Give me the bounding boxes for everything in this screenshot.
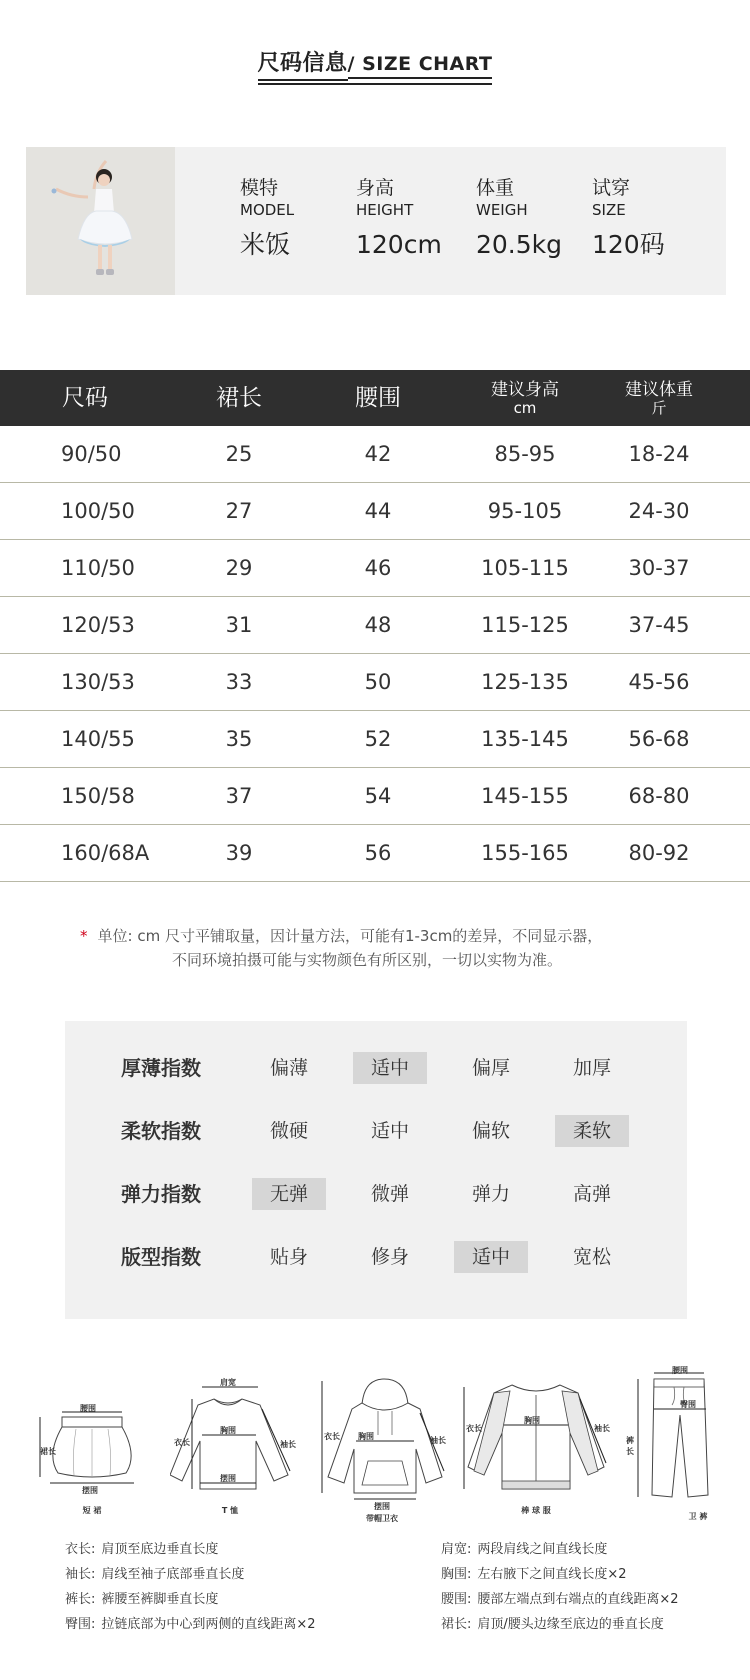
hoodie-length-label: 衣长 bbox=[324, 1432, 340, 1441]
hoodie-caption: 带帽卫衣 bbox=[366, 1514, 398, 1523]
header-weight bbox=[604, 370, 714, 426]
header-skirt-length-label: 裙长 bbox=[216, 385, 262, 411]
definition-item bbox=[65, 1540, 218, 1560]
model-col-weight bbox=[476, 177, 562, 261]
pants-length-label: 裤长 bbox=[626, 1436, 634, 1456]
pants-hip-label: 臀围 bbox=[680, 1400, 696, 1409]
jacket-length-label: 衣长 bbox=[466, 1424, 482, 1433]
header-height-label: 建议身高 bbox=[491, 379, 559, 400]
size-table-header bbox=[0, 370, 750, 426]
skirt-icon bbox=[36, 1365, 148, 1525]
model-col-height bbox=[356, 177, 442, 261]
definition-item bbox=[441, 1590, 679, 1610]
model-label-zh: 模特 bbox=[240, 177, 279, 199]
tshirt-sleeve-label: 袖长 bbox=[280, 1440, 296, 1449]
asterisk-icon: * bbox=[80, 927, 88, 945]
index-row bbox=[65, 1050, 687, 1086]
table-cell: 54 bbox=[364, 784, 392, 808]
table-row bbox=[0, 711, 750, 768]
table-cell: 27 bbox=[225, 499, 253, 523]
definition-desc: 拉链底部为中心到两侧的直线距离×2 bbox=[101, 1617, 316, 1632]
definition-desc: 肩顶至底边垂直长度 bbox=[101, 1542, 219, 1557]
jacket-caption: 棒 球 服 bbox=[521, 1506, 551, 1515]
header-height-unit: cm bbox=[513, 398, 537, 417]
hoodie-sleeve-label: 袖长 bbox=[430, 1436, 446, 1445]
index-row bbox=[65, 1239, 687, 1275]
skirt-length-label: 裙长 bbox=[40, 1447, 56, 1456]
table-cell: 24-30 bbox=[628, 499, 690, 523]
definition-desc: 两段肩线之间直线长度 bbox=[477, 1542, 608, 1557]
index-option: 弹力 bbox=[471, 1183, 510, 1205]
table-cell: 105-115 bbox=[481, 556, 569, 580]
tshirt-hem-label: 摆围 bbox=[220, 1474, 236, 1483]
index-option: 偏软 bbox=[471, 1120, 510, 1142]
index-option: 宽松 bbox=[572, 1246, 611, 1268]
size-label-zh: 试穿 bbox=[592, 177, 631, 199]
fabric-index-panel bbox=[65, 1021, 687, 1319]
table-cell: 130/53 bbox=[61, 670, 135, 694]
definition-item bbox=[65, 1615, 316, 1635]
table-cell: 85-95 bbox=[494, 442, 556, 466]
table-cell: 56 bbox=[364, 841, 392, 865]
definition-desc: 肩顶/腰头边缘至底边的垂直长度 bbox=[477, 1617, 664, 1632]
table-row bbox=[0, 483, 750, 540]
header-waist-label: 腰围 bbox=[355, 385, 401, 411]
index-option: 高弹 bbox=[572, 1183, 611, 1205]
header-weight-label: 建议体重 bbox=[625, 379, 693, 400]
index-option: 适中 bbox=[370, 1120, 409, 1142]
size-table bbox=[0, 370, 750, 882]
definition-item bbox=[441, 1540, 607, 1560]
definition-term: 肩宽: bbox=[441, 1542, 472, 1557]
weight-value: 20.5kg bbox=[476, 230, 563, 259]
index-row bbox=[65, 1176, 687, 1212]
height-value: 120cm bbox=[356, 230, 442, 259]
page-title bbox=[0, 46, 750, 85]
hoodie-hem-label: 摆围 bbox=[374, 1502, 390, 1511]
table-cell: 110/50 bbox=[61, 556, 135, 580]
definition-item bbox=[441, 1565, 627, 1585]
index-option: 修身 bbox=[370, 1246, 409, 1268]
pants-diagram bbox=[624, 1365, 734, 1525]
header-size bbox=[30, 370, 140, 426]
header-skirt-length bbox=[184, 370, 294, 426]
table-cell: 33 bbox=[225, 670, 253, 694]
header-height bbox=[470, 370, 580, 426]
hoodie-diagram bbox=[318, 1365, 453, 1525]
table-cell: 37-45 bbox=[628, 613, 690, 637]
model-photo bbox=[26, 147, 175, 295]
table-row bbox=[0, 597, 750, 654]
definition-term: 裙长: bbox=[441, 1617, 472, 1632]
title-en: / SIZE CHART bbox=[348, 53, 493, 79]
definition-term: 袖长: bbox=[65, 1567, 96, 1582]
pants-icon bbox=[624, 1365, 734, 1525]
table-cell: 115-125 bbox=[481, 613, 569, 637]
index-label: 弹力指数 bbox=[121, 1182, 201, 1206]
table-cell: 25 bbox=[225, 442, 253, 466]
table-cell: 95-105 bbox=[487, 499, 563, 523]
index-option: 微弹 bbox=[370, 1183, 409, 1205]
tshirt-length-label: 衣长 bbox=[174, 1438, 190, 1447]
table-cell: 145-155 bbox=[481, 784, 569, 808]
definition-item bbox=[65, 1590, 218, 1610]
definition-item bbox=[441, 1615, 664, 1635]
table-cell: 125-135 bbox=[481, 670, 569, 694]
definition-term: 衣长: bbox=[65, 1542, 96, 1557]
index-option: 加厚 bbox=[572, 1057, 611, 1079]
height-label-en: HEIGHT bbox=[356, 201, 414, 219]
index-option: 适中 bbox=[353, 1052, 427, 1084]
definition-item bbox=[65, 1565, 244, 1585]
index-option: 适中 bbox=[454, 1241, 528, 1273]
definition-desc: 肩线至袖子底部垂直长度 bbox=[101, 1567, 245, 1582]
table-cell: 150/58 bbox=[61, 784, 135, 808]
table-cell: 155-165 bbox=[481, 841, 569, 865]
definition-term: 腰围: bbox=[441, 1592, 472, 1607]
weight-label-en: WEIGH bbox=[476, 201, 528, 219]
table-cell: 42 bbox=[364, 442, 392, 466]
index-label: 柔软指数 bbox=[121, 1119, 201, 1143]
jacket-icon bbox=[462, 1365, 612, 1525]
skirt-diagram bbox=[36, 1365, 148, 1525]
index-row bbox=[65, 1113, 687, 1149]
definition-term: 胸围: bbox=[441, 1567, 472, 1582]
model-col-model bbox=[240, 177, 294, 261]
definition-term: 臀围: bbox=[65, 1617, 96, 1632]
table-cell: 140/55 bbox=[61, 727, 135, 751]
table-cell: 29 bbox=[225, 556, 253, 580]
table-cell: 30-37 bbox=[628, 556, 690, 580]
table-cell: 135-145 bbox=[481, 727, 569, 751]
table-cell: 56-68 bbox=[628, 727, 690, 751]
tshirt-diagram bbox=[170, 1365, 315, 1525]
title-zh: 尺码信息 bbox=[258, 46, 348, 81]
table-cell: 44 bbox=[364, 499, 392, 523]
table-cell: 18-24 bbox=[628, 442, 690, 466]
model-info-card bbox=[26, 147, 726, 295]
size-table-body bbox=[0, 426, 750, 882]
table-row bbox=[0, 426, 750, 483]
size-value: 120码 bbox=[592, 230, 665, 259]
height-label-zh: 身高 bbox=[356, 177, 395, 199]
table-cell: 35 bbox=[225, 727, 253, 751]
index-option: 偏厚 bbox=[471, 1057, 510, 1079]
table-row bbox=[0, 825, 750, 882]
table-cell: 90/50 bbox=[61, 442, 122, 466]
jacket-sleeve-label: 袖长 bbox=[594, 1424, 610, 1433]
definition-desc: 腰部左端点到右端点的直线距离×2 bbox=[477, 1592, 679, 1607]
table-cell: 45-56 bbox=[628, 670, 690, 694]
skirt-waist-label: 腰围 bbox=[80, 1404, 96, 1413]
note-line-1 bbox=[80, 924, 602, 948]
table-cell: 68-80 bbox=[628, 784, 690, 808]
table-cell: 160/68A bbox=[61, 841, 150, 865]
tshirt-caption: T 恤 bbox=[221, 1506, 239, 1515]
table-cell: 52 bbox=[364, 727, 392, 751]
table-cell: 31 bbox=[225, 613, 253, 637]
definition-desc: 裤腰至裤脚垂直长度 bbox=[101, 1592, 219, 1607]
table-cell: 100/50 bbox=[61, 499, 135, 523]
index-label: 厚薄指数 bbox=[121, 1056, 201, 1080]
index-label: 版型指数 bbox=[121, 1245, 201, 1269]
weight-label-zh: 体重 bbox=[476, 177, 515, 199]
jacket-diagram bbox=[462, 1365, 612, 1525]
table-cell: 48 bbox=[364, 613, 392, 637]
index-option: 贴身 bbox=[269, 1246, 308, 1268]
model-label-en: MODEL bbox=[240, 201, 295, 219]
skirt-hem-label: 摆围 bbox=[82, 1486, 98, 1495]
table-cell: 120/53 bbox=[61, 613, 135, 637]
tshirt-shoulder-label: 肩宽 bbox=[220, 1378, 236, 1387]
index-option: 无弹 bbox=[252, 1178, 326, 1210]
model-col-size bbox=[592, 177, 665, 261]
size-label-en: SIZE bbox=[592, 201, 626, 219]
hoodie-chest-label: 胸围 bbox=[358, 1432, 374, 1441]
note-text-1: 单位: cm 尺寸平铺取量，因计量方法，可能有1-3cm的差异，不同显示器， bbox=[97, 927, 603, 945]
pants-caption: 卫 裤 bbox=[688, 1512, 708, 1521]
definition-desc: 左右腋下之间直线长度×2 bbox=[477, 1567, 627, 1582]
index-option: 偏薄 bbox=[269, 1057, 308, 1079]
note-line-2: 不同环境拍摄可能与实物颜色有所区别，一切以实物为准。 bbox=[172, 951, 563, 969]
table-cell: 39 bbox=[225, 841, 253, 865]
header-waist bbox=[323, 370, 433, 426]
table-cell: 37 bbox=[225, 784, 253, 808]
table-cell: 80-92 bbox=[628, 841, 690, 865]
index-option: 微硬 bbox=[269, 1120, 308, 1142]
definition-term: 裤长: bbox=[65, 1592, 96, 1607]
table-cell: 50 bbox=[364, 670, 392, 694]
tshirt-chest-label: 胸围 bbox=[220, 1426, 236, 1435]
table-row bbox=[0, 654, 750, 711]
header-size-label: 尺码 bbox=[62, 385, 108, 411]
garment-diagrams bbox=[0, 1365, 750, 1525]
jacket-chest-label: 胸围 bbox=[524, 1416, 540, 1425]
skirt-caption: 短 裙 bbox=[82, 1506, 102, 1515]
model-value: 米饭 bbox=[240, 230, 291, 259]
pants-waist-label: 腰围 bbox=[672, 1366, 688, 1375]
table-row bbox=[0, 540, 750, 597]
index-option: 柔软 bbox=[555, 1115, 629, 1147]
table-row bbox=[0, 768, 750, 825]
table-cell: 46 bbox=[364, 556, 392, 580]
header-weight-unit: 斤 bbox=[651, 398, 667, 417]
